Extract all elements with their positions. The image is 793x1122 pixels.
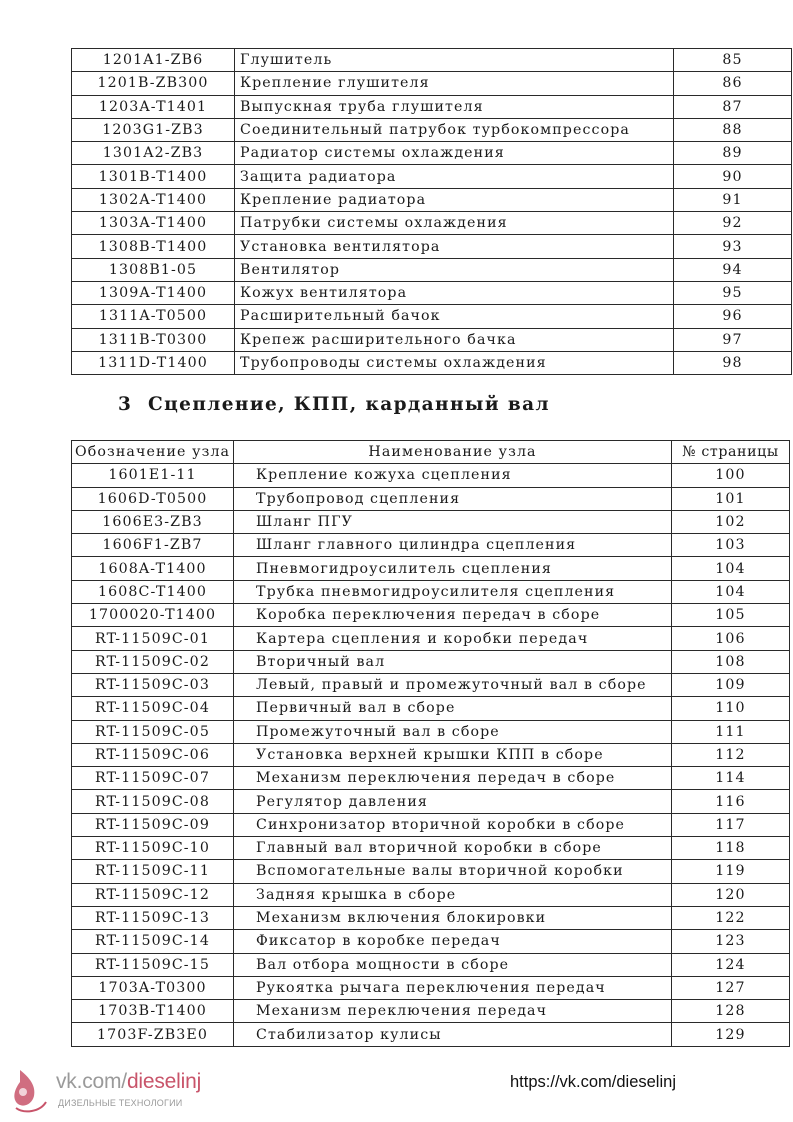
- table-row: [72, 281, 792, 304]
- page-number-cell: 114: [672, 767, 790, 790]
- unit-code-cell: 1203A-T1401: [72, 95, 235, 118]
- unit-name-cell: Радиатор системы охлаждения: [235, 142, 674, 165]
- logo-prefix: vk.com/: [56, 1070, 127, 1093]
- section-title: Сцепление, КПП, карданный вал: [147, 394, 550, 415]
- unit-name-cell: Пневмогидроусилитель сцепления: [234, 557, 672, 580]
- table-row: [72, 837, 790, 860]
- unit-code-cell: RT-11509C-01: [72, 627, 234, 650]
- page-number-cell: 104: [672, 580, 790, 603]
- unit-name-cell: Коробка переключения передач в сборе: [234, 604, 672, 627]
- unit-name-cell: Левый, правый и промежуточный вал в сборе: [234, 673, 672, 696]
- unit-name-cell: Шланг главного цилиндра сцепления: [234, 534, 672, 557]
- table-row: [72, 557, 790, 580]
- section-number: 3: [118, 394, 133, 415]
- unit-code-cell: RT-11509C-09: [72, 813, 234, 836]
- unit-code-cell: 1301A2-ZB3: [72, 142, 235, 165]
- table-row: [72, 328, 792, 351]
- unit-name-cell: Трубка пневмогидроусилителя сцепления: [234, 580, 672, 603]
- page-number-cell: 124: [672, 953, 790, 976]
- unit-code-cell: RT-11509C-06: [72, 743, 234, 766]
- page-number-cell: 104: [672, 557, 790, 580]
- page-number-cell: 97: [674, 328, 792, 351]
- page-number-cell: 109: [672, 673, 790, 696]
- table-row: [72, 906, 790, 929]
- unit-name-cell: Вторичный вал: [234, 650, 672, 673]
- unit-name-cell: Крепление глушителя: [235, 72, 674, 95]
- unit-name-cell: Картера сцепления и коробки передач: [234, 627, 672, 650]
- table-row: [72, 305, 792, 328]
- unit-code-cell: 1608C-T1400: [72, 580, 234, 603]
- table-row: [72, 720, 790, 743]
- page-number-cell: 119: [672, 860, 790, 883]
- table-row: [72, 976, 790, 999]
- unit-name-cell: Защита радиатора: [235, 165, 674, 188]
- page-number-cell: 96: [674, 305, 792, 328]
- page-number-cell: 103: [672, 534, 790, 557]
- unit-code-cell: RT-11509C-13: [72, 906, 234, 929]
- unit-code-cell: 1311D-T1400: [72, 351, 235, 374]
- table-row: [72, 953, 790, 976]
- unit-name-cell: Соединительный патрубок турбокомпрессора: [235, 118, 674, 141]
- logo-tagline: ДИЗЕЛЬНЫЕ ТЕХНОЛОГИИ: [58, 1098, 183, 1108]
- unit-code-cell: RT-11509C-08: [72, 790, 234, 813]
- page-number-cell: 95: [674, 281, 792, 304]
- parts-table-top: [71, 48, 792, 375]
- unit-name-cell: Промежуточный вал в сборе: [234, 720, 672, 743]
- page-number-cell: 98: [674, 351, 792, 374]
- page-number-cell: 117: [672, 813, 790, 836]
- page-number-cell: 128: [672, 1000, 790, 1023]
- table-row: [72, 510, 790, 533]
- page-number-cell: 123: [672, 930, 790, 953]
- table-row: [72, 627, 790, 650]
- page-number-cell: 100: [672, 464, 790, 487]
- unit-code-cell: RT-11509C-02: [72, 650, 234, 673]
- unit-code-cell: RT-11509C-07: [72, 767, 234, 790]
- table-row: [72, 235, 792, 258]
- unit-name-cell: Крепление кожуха сцепления: [234, 464, 672, 487]
- page-number-cell: 90: [674, 165, 792, 188]
- table-row: [72, 743, 790, 766]
- unit-name-cell: Трубопровод сцепления: [234, 487, 672, 510]
- unit-name-cell: Выпускная труба глушителя: [235, 95, 674, 118]
- table-row: [72, 767, 790, 790]
- unit-name-cell: Шланг ПГУ: [234, 510, 672, 533]
- logo-name: dieselinj: [126, 1070, 202, 1093]
- table-row: [72, 258, 792, 281]
- table-row: [72, 1023, 790, 1046]
- table-row: [72, 142, 792, 165]
- page-number-cell: 85: [674, 49, 792, 72]
- page-number-cell: 93: [674, 235, 792, 258]
- unit-name-cell: Механизм включения блокировки: [234, 906, 672, 929]
- table-row: [72, 165, 792, 188]
- unit-code-cell: 1700020-T1400: [72, 604, 234, 627]
- unit-name-cell: Крепление радиатора: [235, 188, 674, 211]
- unit-code-cell: RT-11509C-04: [72, 697, 234, 720]
- unit-code-cell: 1203G1-ZB3: [72, 118, 235, 141]
- page-number-cell: 105: [672, 604, 790, 627]
- page-number-cell: 94: [674, 258, 792, 281]
- table-row: [72, 49, 792, 72]
- unit-name-cell: Установка верхней крышки КПП в сборе: [234, 743, 672, 766]
- table-row: [72, 188, 792, 211]
- page-number-cell: 106: [672, 627, 790, 650]
- unit-code-cell: 1311B-T0300: [72, 328, 235, 351]
- unit-code-cell: 1606D-T0500: [72, 487, 234, 510]
- unit-name-cell: Вал отбора мощности в сборе: [234, 953, 672, 976]
- table-header-row: [72, 441, 790, 464]
- page-number-cell: 86: [674, 72, 792, 95]
- unit-code-cell: RT-11509C-10: [72, 837, 234, 860]
- table-row: [72, 650, 790, 673]
- page-number-cell: 92: [674, 212, 792, 235]
- header-page-number: № страницы: [672, 441, 790, 464]
- table-row: [72, 697, 790, 720]
- unit-name-cell: Глушитель: [235, 49, 674, 72]
- table-row: [72, 580, 790, 603]
- table-row: [72, 212, 792, 235]
- unit-name-cell: Рукоятка рычага переключения передач: [234, 976, 672, 999]
- page-number-cell: 111: [672, 720, 790, 743]
- table-row: [72, 351, 792, 374]
- unit-code-cell: 1301B-T1400: [72, 165, 235, 188]
- unit-code-cell: 1311A-T0500: [72, 305, 235, 328]
- table-row: [72, 790, 790, 813]
- unit-code-cell: 1606F1-ZB7: [72, 534, 234, 557]
- table-row: [72, 464, 790, 487]
- page-number-cell: 116: [672, 790, 790, 813]
- unit-code-cell: 1201B-ZB300: [72, 72, 235, 95]
- unit-name-cell: Вентилятор: [235, 258, 674, 281]
- table-row: [72, 930, 790, 953]
- unit-name-cell: Вспомогательные валы вторичной коробки: [234, 860, 672, 883]
- header-unit-code: Обозначение узла: [72, 441, 234, 464]
- unit-code-cell: 1309A-T1400: [72, 281, 235, 304]
- table-row: [72, 813, 790, 836]
- unit-code-cell: RT-11509C-05: [72, 720, 234, 743]
- page-number-cell: 89: [674, 142, 792, 165]
- unit-name-cell: Крепеж расширительного бачка: [235, 328, 674, 351]
- unit-code-cell: 1606E3-ZB3: [72, 510, 234, 533]
- logo-text: [56, 1070, 201, 1094]
- unit-code-cell: RT-11509C-14: [72, 930, 234, 953]
- unit-code-cell: 1302A-T1400: [72, 188, 235, 211]
- unit-name-cell: Трубопроводы системы охлаждения: [235, 351, 674, 374]
- table-row: [72, 95, 792, 118]
- unit-name-cell: Механизм переключения передач: [234, 1000, 672, 1023]
- unit-name-cell: Синхронизатор вторичной коробки в сборе: [234, 813, 672, 836]
- unit-code-cell: 1703F-ZB3E0: [72, 1023, 234, 1046]
- site-logo[interactable]: [6, 1068, 202, 1116]
- unit-code-cell: RT-11509C-12: [72, 883, 234, 906]
- table-row: [72, 673, 790, 696]
- page-number-cell: 120: [672, 883, 790, 906]
- page-number-cell: 91: [674, 188, 792, 211]
- parts-table-main: [71, 440, 790, 1047]
- unit-code-cell: 1308B-T1400: [72, 235, 235, 258]
- parts-table-top-body: [72, 49, 792, 375]
- unit-name-cell: Механизм переключения передач в сборе: [234, 767, 672, 790]
- unit-name-cell: Регулятор давления: [234, 790, 672, 813]
- page-number-cell: 127: [672, 976, 790, 999]
- page-number-cell: 129: [672, 1023, 790, 1046]
- page-number-cell: 87: [674, 95, 792, 118]
- unit-name-cell: Задняя крышка в сборе: [234, 883, 672, 906]
- unit-code-cell: 1601E1-11: [72, 464, 234, 487]
- unit-code-cell: 1303A-T1400: [72, 212, 235, 235]
- unit-code-cell: RT-11509C-03: [72, 673, 234, 696]
- unit-code-cell: 1308B1-05: [72, 258, 235, 281]
- unit-code-cell: 1703B-T1400: [72, 1000, 234, 1023]
- unit-name-cell: Установка вентилятора: [235, 235, 674, 258]
- unit-name-cell: Кожух вентилятора: [235, 281, 674, 304]
- unit-code-cell: RT-11509C-11: [72, 860, 234, 883]
- page-number-cell: 118: [672, 837, 790, 860]
- unit-name-cell: Расширительный бачок: [235, 305, 674, 328]
- page-number-cell: 88: [674, 118, 792, 141]
- page-number-cell: 108: [672, 650, 790, 673]
- unit-name-cell: Стабилизатор кулисы: [234, 1023, 672, 1046]
- page-number-cell: 112: [672, 743, 790, 766]
- table-row: [72, 860, 790, 883]
- unit-name-cell: Фиксатор в коробке передач: [234, 930, 672, 953]
- parts-table-main-body: [72, 464, 790, 1046]
- table-row: [72, 604, 790, 627]
- table-row: [72, 1000, 790, 1023]
- table-row: [72, 883, 790, 906]
- unit-name-cell: Патрубки системы охлаждения: [235, 212, 674, 235]
- table-row: [72, 118, 792, 141]
- page-number-cell: 101: [672, 487, 790, 510]
- diesel-drop-icon: [10, 1068, 50, 1116]
- page-number-cell: 122: [672, 906, 790, 929]
- table-row: [72, 534, 790, 557]
- unit-code-cell: 1201A1-ZB6: [72, 49, 235, 72]
- page-number-cell: 102: [672, 510, 790, 533]
- section-heading: [118, 394, 550, 415]
- unit-name-cell: Главный вал вторичной коробки в сборе: [234, 837, 672, 860]
- unit-code-cell: 1608A-T1400: [72, 557, 234, 580]
- unit-code-cell: RT-11509C-15: [72, 953, 234, 976]
- table-row: [72, 487, 790, 510]
- unit-name-cell: Первичный вал в сборе: [234, 697, 672, 720]
- footer-url-link[interactable]: https://vk.com/dieselinj: [510, 1073, 676, 1091]
- header-unit-name: Наименование узла: [234, 441, 672, 464]
- page-number-cell: 110: [672, 697, 790, 720]
- unit-code-cell: 1703A-T0300: [72, 976, 234, 999]
- table-row: [72, 72, 792, 95]
